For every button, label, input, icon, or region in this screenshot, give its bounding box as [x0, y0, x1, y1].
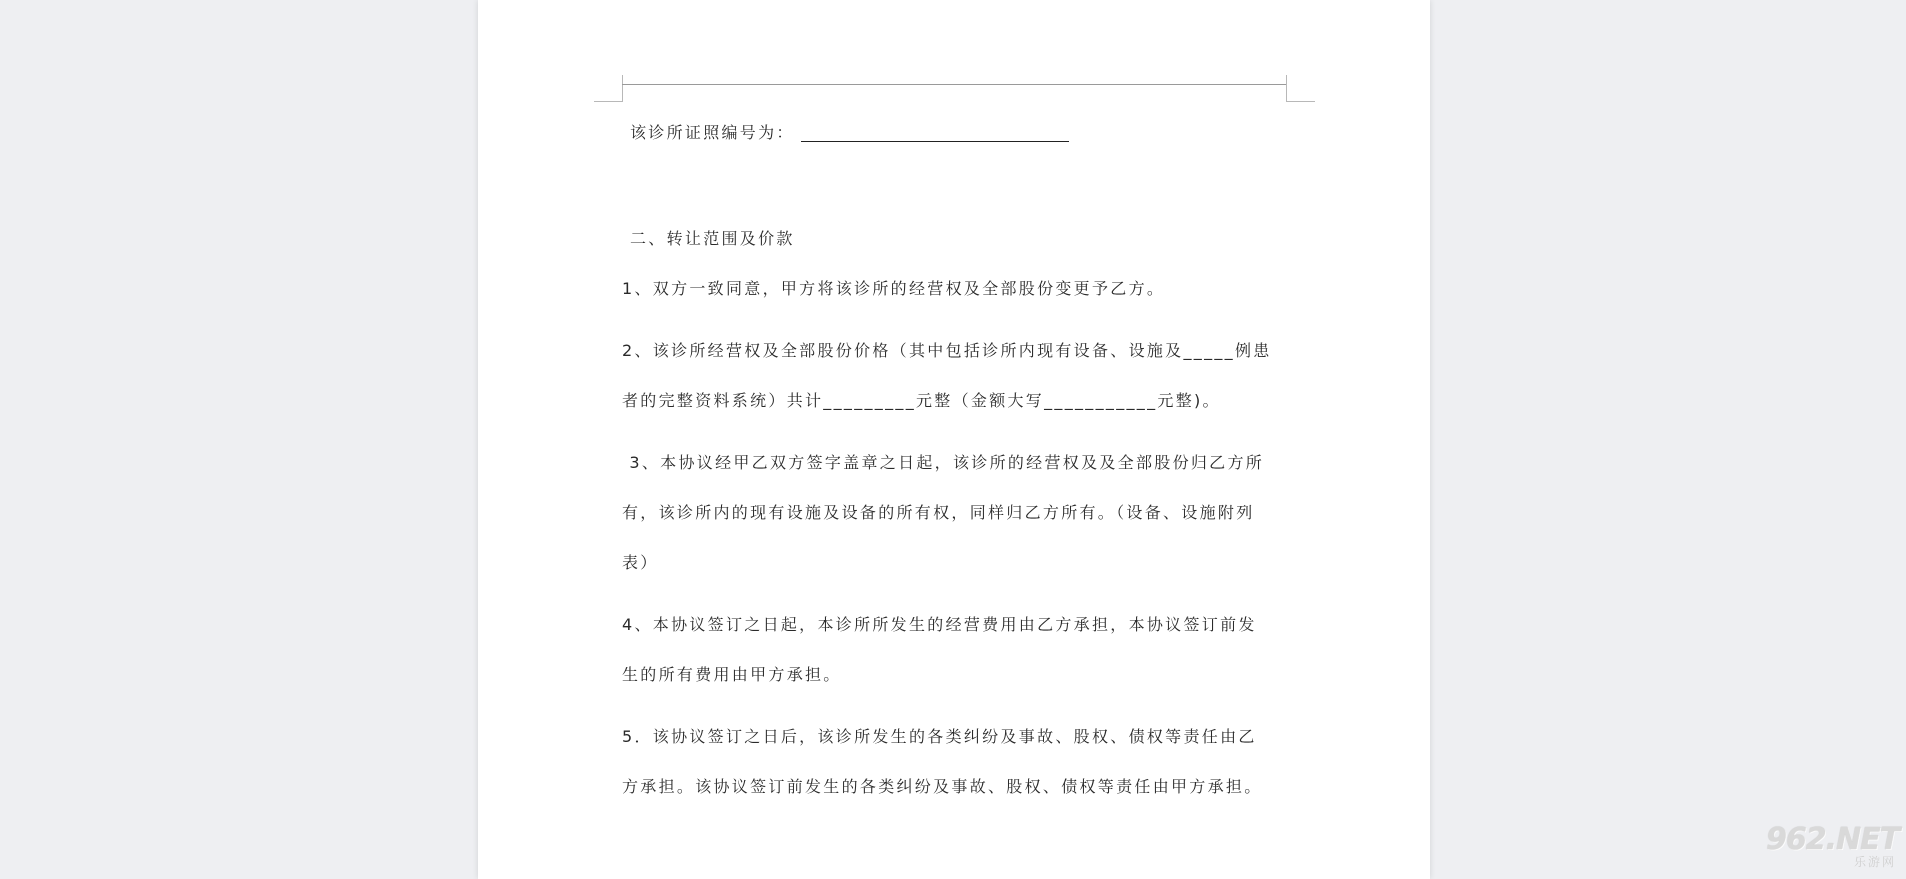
paragraph-3-line-2: 有，该诊所内的现有设施及设备的所有权，同样归乙方所有。（设备、设施附列 [622, 503, 1255, 522]
paragraph-2 [622, 326, 1286, 426]
paragraph-4-line-2: 生的所有费用由甲方承担。 [622, 665, 842, 684]
paragraph-5 [622, 712, 1286, 812]
header-divider [622, 84, 1286, 85]
document-page[interactable] [478, 0, 1430, 879]
document-body[interactable] [622, 108, 1286, 824]
paragraph-4-line-1: 4、本协议签订之日起，本诊所所发生的经营费用由乙方承担，本协议签订前发 [622, 615, 1257, 634]
site-watermark-logo [1766, 822, 1900, 873]
paragraph-1: 1、双方一致同意，甲方将该诊所的经营权及全部股份变更予乙方。 [622, 279, 1166, 298]
paragraph-5-line-1: 5．该协议签订之日后，该诊所发生的各类纠纷及事故、股权、债权等责任由乙 [622, 727, 1257, 746]
spacer [622, 158, 1286, 214]
paragraph-4 [622, 600, 1286, 700]
cert-number-blank [801, 124, 1069, 142]
cert-number-line [622, 108, 1286, 158]
paragraph-3-line-3: 表） [622, 553, 659, 572]
paragraph-5-line-2: 方承担。该协议签订前发生的各类纠纷及事故、股权、债权等责任由甲方承担。 [622, 777, 1263, 796]
header-corner-mark-right [1286, 75, 1315, 102]
paragraph-3 [622, 438, 1286, 588]
section-title: 二、转让范围及价款 [630, 229, 795, 248]
paragraph-3-line-1: 3、本协议经甲乙双方签字盖章之日起，该诊所的经营权及及全部股份归乙方所 [622, 453, 1265, 472]
watermark-main-text: 962.NET [1766, 822, 1900, 857]
watermark-sub-text: 乐游网 [1853, 855, 1896, 869]
paragraph-2-line-2: 者的完整资料系统）共计_________元整（金额大写___________元整)。 [622, 391, 1221, 410]
paragraph-2-line-1: 2、该诊所经营权及全部股份价格（其中包括诊所内现有设备、设施及_____例患 [622, 341, 1272, 360]
header-corner-mark-left [594, 75, 623, 102]
cert-number-label: 该诊所证照编号为： [630, 123, 795, 142]
